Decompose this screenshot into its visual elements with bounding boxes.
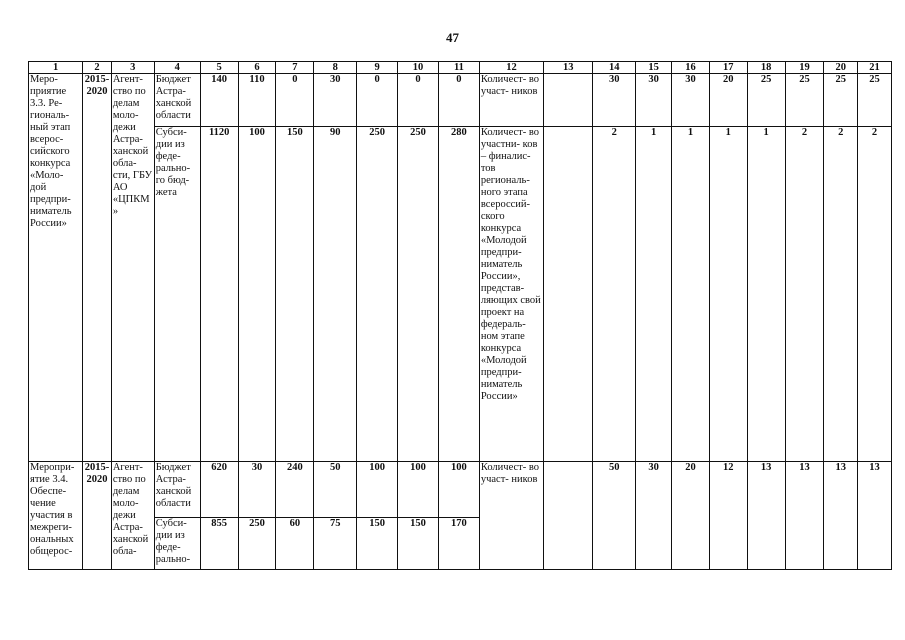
event-name: Меропри- ятие 3.4. Обеспе- чение участия в межреги- ональных общерос- [29, 462, 83, 570]
value-cell: 620 [200, 462, 238, 518]
value-cell: 855 [200, 518, 238, 570]
col-header: 8 [314, 62, 357, 74]
col-header: 19 [785, 62, 824, 74]
col-header: 18 [747, 62, 785, 74]
value-cell: 100 [357, 462, 398, 518]
value-cell [544, 74, 593, 127]
value-cell: 50 [314, 462, 357, 518]
value-cell: 100 [398, 462, 439, 518]
target-cell: 2 [593, 127, 636, 462]
value-cell: 30 [238, 462, 276, 518]
value-cell: 0 [398, 74, 439, 127]
target-cell: 25 [747, 74, 785, 127]
target-cell: 2 [824, 127, 858, 462]
col-header: 10 [398, 62, 439, 74]
funding-source: Бюджет Астра- ханской области [154, 462, 200, 518]
col-header: 12 [479, 62, 543, 74]
value-cell: 250 [238, 518, 276, 570]
value-cell: 150 [398, 518, 439, 570]
table-row [29, 462, 892, 518]
target-cell: 12 [709, 462, 747, 570]
value-cell: 1120 [200, 127, 238, 462]
target-cell: 13 [858, 462, 892, 570]
header-row [29, 62, 892, 74]
event-name: Меро- приятие 3.3. Ре- гиональ- ный этап всерос- сийского конкурса «Моло- дой предпри- ниматель России» [29, 74, 83, 462]
col-header: 4 [154, 62, 200, 74]
funding-source: Субси- дии из феде- рально- го бюд- жета [154, 127, 200, 462]
value-cell: 150 [357, 518, 398, 570]
table-row [29, 74, 892, 127]
funding-source: Субси- дии из феде- рально- [154, 518, 200, 570]
col-header: 14 [593, 62, 636, 74]
col-header: 2 [83, 62, 112, 74]
executor: Агент- ство по делам моло- дежи Астра- ханской обла- [111, 462, 154, 570]
value-cell [544, 462, 593, 570]
value-cell: 0 [357, 74, 398, 127]
value-cell: 30 [314, 74, 357, 127]
value-cell: 60 [276, 518, 314, 570]
col-header: 3 [111, 62, 154, 74]
target-cell: 30 [636, 74, 672, 127]
target-cell: 2 [858, 127, 892, 462]
target-cell: 20 [709, 74, 747, 127]
target-cell: 13 [747, 462, 785, 570]
value-cell: 150 [276, 127, 314, 462]
indicator: Количест- во участни- ков – финалис- тов региональ- ного этапа всероссий- ского конкурса «Молодой предпри- ниматель России», представ- ляющих свой проект на федераль- ном этапе конкурса «Молодой предпри- ниматель России» [479, 127, 543, 462]
target-cell: 1 [747, 127, 785, 462]
col-header: 7 [276, 62, 314, 74]
target-cell: 2 [785, 127, 824, 462]
value-cell: 280 [438, 127, 479, 462]
value-cell: 250 [398, 127, 439, 462]
col-header: 5 [200, 62, 238, 74]
target-cell: 1 [636, 127, 672, 462]
col-header: 21 [858, 62, 892, 74]
executor: Агент- ство по делам моло- дежи Астра- ханской обла- сти, ГБУ АО «ЦПКМ» [111, 74, 154, 462]
col-header: 1 [29, 62, 83, 74]
page-number: 47 [446, 30, 459, 45]
col-header: 9 [357, 62, 398, 74]
target-cell: 30 [672, 74, 710, 127]
value-cell: 170 [438, 518, 479, 570]
table-row [29, 127, 892, 462]
value-cell: 240 [276, 462, 314, 518]
value-cell: 100 [438, 462, 479, 518]
period: 2015- 2020 [83, 74, 112, 462]
target-cell: 13 [785, 462, 824, 570]
value-cell: 110 [238, 74, 276, 127]
col-header: 20 [824, 62, 858, 74]
value-cell: 0 [438, 74, 479, 127]
indicator: Количест- во участ- ников [479, 74, 543, 127]
funding-source: Бюджет Астра- ханской области [154, 74, 200, 127]
target-cell: 30 [593, 74, 636, 127]
value-cell [544, 127, 593, 462]
value-cell: 75 [314, 518, 357, 570]
col-header: 6 [238, 62, 276, 74]
target-cell: 13 [824, 462, 858, 570]
value-cell: 90 [314, 127, 357, 462]
target-cell: 25 [824, 74, 858, 127]
target-cell: 50 [593, 462, 636, 570]
period: 2015- 2020 [83, 462, 112, 570]
value-cell: 250 [357, 127, 398, 462]
target-cell: 1 [709, 127, 747, 462]
target-cell: 20 [672, 462, 710, 570]
col-header: 15 [636, 62, 672, 74]
target-cell: 30 [636, 462, 672, 570]
col-header: 13 [544, 62, 593, 74]
col-header: 11 [438, 62, 479, 74]
target-cell: 25 [858, 74, 892, 127]
value-cell: 140 [200, 74, 238, 127]
target-cell: 1 [672, 127, 710, 462]
value-cell: 0 [276, 74, 314, 127]
col-header: 17 [709, 62, 747, 74]
measures-table [28, 61, 892, 570]
col-header: 16 [672, 62, 710, 74]
target-cell: 25 [785, 74, 824, 127]
value-cell: 100 [238, 127, 276, 462]
indicator: Количест- во участ- ников [479, 462, 543, 570]
